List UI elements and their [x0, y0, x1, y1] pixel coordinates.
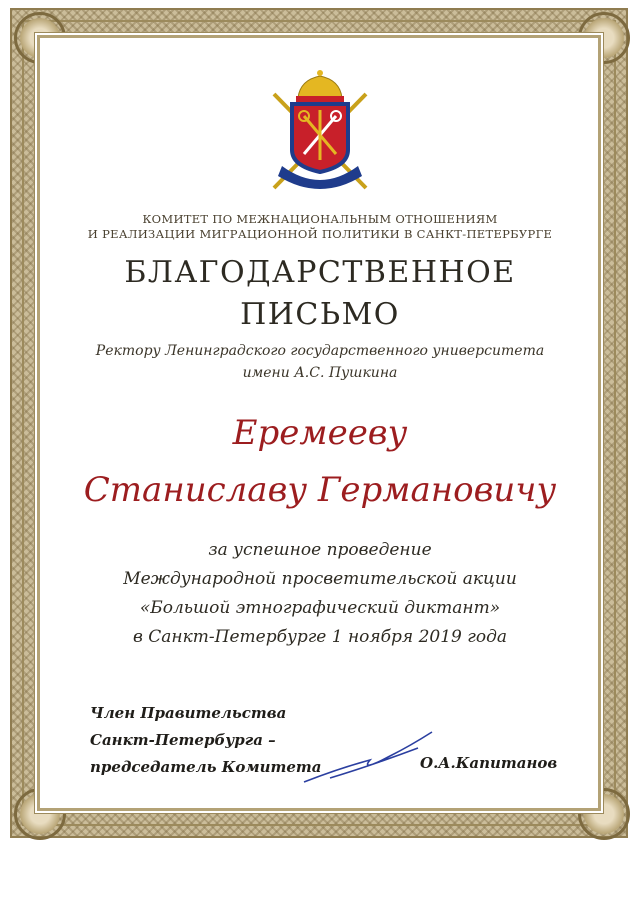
reason-line: Международной просветительской акции	[123, 569, 517, 589]
signatory-position-line: председатель Комитета	[90, 758, 322, 776]
issuing-committee	[60, 212, 580, 242]
recipient-surname: Еремееву	[232, 413, 408, 453]
recipient-role-line: Ректору Ленинградского государственного университета	[95, 343, 545, 359]
committee-line: И РЕАЛИЗАЦИИ МИГРАЦИОННОЙ ПОЛИТИКИ В САНКТ-ПЕТЕРБУРГЕ	[87, 227, 553, 241]
committee-line: КОМИТЕТ ПО МЕЖНАЦИОНАЛЬНЫМ ОТНОШЕНИЯМ	[142, 212, 498, 226]
recipient-role-line: имени А.С. Пушкина	[242, 365, 398, 381]
recipient-role	[60, 340, 580, 384]
handwritten-signature	[300, 720, 440, 790]
saint-petersburg-coat-of-arms-icon	[262, 68, 378, 194]
signatory-position-line: Санкт-Петербурга –	[90, 731, 276, 749]
document-title	[60, 252, 580, 336]
reason-line: в Санкт-Петербурге 1 ноября 2019 года	[132, 627, 507, 647]
signatory-name: О.А.Капитанов	[420, 754, 558, 772]
title-line: ПИСЬМО	[240, 297, 400, 332]
gratitude-reason	[60, 536, 580, 652]
reason-line: «Большой этнографический диктант»	[139, 598, 501, 618]
signatory-position-line: Член Правительства	[90, 704, 287, 722]
signatory-position	[90, 700, 322, 781]
reason-line: за успешное проведение	[208, 540, 432, 560]
recipient-given-names: Станиславу Германовичу	[83, 470, 557, 510]
title-line: БЛАГОДАРСТВЕННОЕ	[124, 255, 516, 290]
